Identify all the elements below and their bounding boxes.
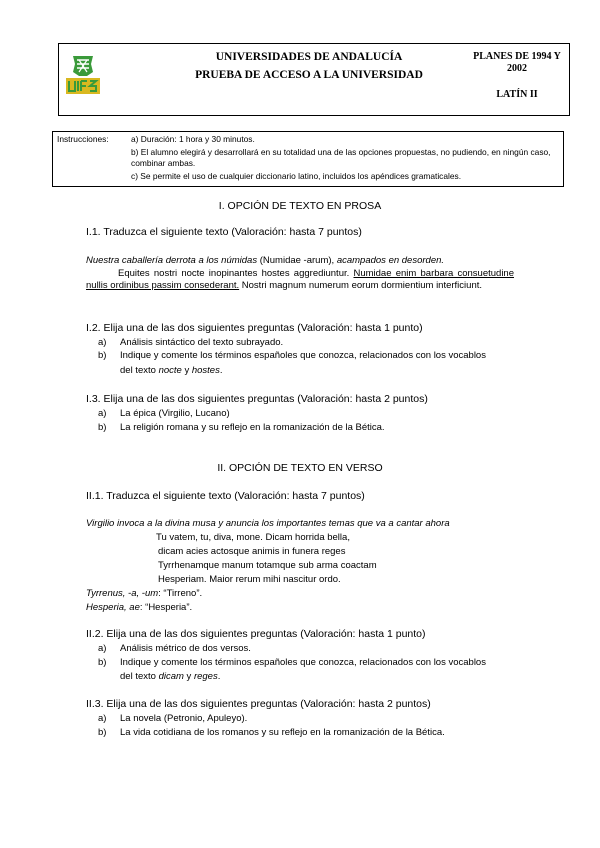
instruction-item: c) Se permite el uso de cualquier diccionario latino, incluidos los apéndices gramaticales.: [131, 171, 462, 181]
instruction-item: b) El alumno elegirá y desarrollará en su totalidad una de las opciones propuestas, no pudiendo, en ningún caso, combinar ambas.: [131, 147, 551, 168]
option1-q2-b: [98, 350, 514, 363]
item-label: b): [98, 422, 107, 433]
period: .: [219, 365, 223, 376]
latin-end: Nostri magnum numerum eorum dormientium interficiunt.: [239, 280, 483, 291]
item-text: Análisis métrico de dos versos.: [120, 643, 251, 654]
item-label: b): [98, 727, 107, 738]
option1-q3-heading: I.3. Elija una de las dos siguientes preguntas (Valoración: hasta 2 puntos): [86, 393, 428, 405]
vocab-word: dicam: [158, 671, 184, 682]
item-text: Indique y comente los términos españoles que conozca, relacionados con los vocablos: [120, 657, 486, 668]
option1-q2-a: [98, 337, 283, 350]
instructions-box: [52, 131, 564, 187]
plans-label: PLANES DE 1994 Y 2002: [473, 51, 561, 74]
option1-q1-heading: I.1. Traduzca el siguiente texto (Valoración: hasta 7 puntos): [86, 226, 362, 238]
item-label: a): [98, 408, 107, 419]
item-text: Indique y comente los términos españoles que conozca, relacionados con los vocablos: [120, 350, 486, 361]
item-text: La épica (Virgilio, Lucano): [120, 408, 230, 419]
verse-line: Hesperiam. Maior rerum mihi nascitur ordo.: [158, 574, 341, 585]
item-text: La religión romana y su reflejo en la romanización de la Bética.: [120, 422, 385, 433]
exam-name: PRUEBA DE ACCESO A LA UNIVERSIDAD: [195, 69, 423, 81]
exam-header: [58, 43, 570, 116]
item-label: b): [98, 350, 107, 361]
item-text: Análisis sintáctico del texto subrayado.: [120, 337, 284, 348]
item-label: b): [98, 657, 107, 668]
item-label: a): [98, 643, 107, 654]
option2-q2-b: [98, 657, 514, 670]
intro-plain: (Numidae -arum),: [257, 255, 337, 266]
intro-italic-2: acampados en desorden.: [336, 255, 445, 266]
vocab-note: [86, 588, 202, 601]
vocab-note: [86, 602, 192, 615]
item-label: a): [98, 337, 107, 348]
vocab-word: reges: [193, 671, 218, 682]
intro-italic-1: Nuestra caballería derrota a los númidas: [86, 255, 258, 266]
instruction-item: a) Duración: 1 hora y 30 minutos.: [131, 134, 255, 144]
conj: y: [181, 365, 192, 376]
item-text: del texto: [120, 671, 159, 682]
option2-q1-heading: II.1. Traduzca el siguiente texto (Valoración: hasta 7 puntos): [86, 490, 365, 502]
item-text: del texto: [120, 365, 159, 376]
note-definition: : “Hesperia”.: [139, 602, 193, 613]
option1-q3-a: [98, 408, 230, 421]
header-title: [149, 44, 469, 117]
period: .: [217, 671, 221, 682]
option2-q1-intro: Virgilio invoca a la divina musa y anuncia los importantes temas que va a cantar ahora: [86, 518, 450, 529]
option1-q1-text: [86, 255, 514, 293]
option2-q2-a: [98, 643, 251, 656]
option1-q2-heading: I.2. Elija una de las dos siguientes preguntas (Valoración: hasta 1 punto): [86, 322, 423, 334]
latin-start: Equites nostri nocte inopinantes hostes aggrediuntur.: [118, 267, 354, 279]
option2-title: II. OPCIÓN DE TEXTO EN VERSO: [217, 462, 383, 474]
option2-q2-heading: II.2. Elija una de las dos siguientes preguntas (Valoración: hasta 1 punto): [86, 628, 426, 640]
vocab-word: hostes: [191, 365, 220, 376]
verse-line: Tyrrhenamque manum totamque sub arma coactam: [158, 560, 377, 571]
subject-label: LATÍN II: [496, 89, 538, 100]
option2-q3-heading: II.3. Elija una de las dos siguientes preguntas (Valoración: hasta 2 puntos): [86, 698, 431, 710]
university-name: UNIVERSIDADES DE ANDALUCÍA: [215, 51, 403, 63]
university-logo-icon: [65, 54, 101, 96]
option1-q1-intro: [86, 255, 514, 268]
option2-q2-b-cont: [120, 671, 220, 684]
note-term: Hesperia, ae: [86, 602, 140, 613]
verse-line: dicam acies actosque animis in funera reges: [158, 546, 346, 557]
instructions-label: Instrucciones:: [57, 134, 109, 144]
item-label: a): [98, 713, 107, 724]
verse-line: Tu vatem, tu, diva, mone. Dicam horrida bella,: [156, 532, 350, 543]
note-definition: : “Tirreno”.: [158, 588, 203, 599]
conj: y: [183, 671, 194, 682]
latin-underlined: Numidae enim barbara consuetudine nullis ordinibus passim consederant.: [86, 267, 514, 291]
note-term: Tyrrenus, -a, -um: [86, 588, 159, 599]
option1-title: I. OPCIÓN DE TEXTO EN PROSA: [218, 200, 382, 212]
item-text: La novela (Petronio, Apuleyo).: [120, 713, 248, 724]
vocab-word: nocte: [158, 365, 182, 376]
option1-q3-b: [98, 422, 385, 435]
item-text: La vida cotidiana de los romanos y su reflejo en la romanización de la Bética.: [120, 727, 445, 738]
option2-q3-b: [98, 727, 445, 740]
option1-latin-text: [86, 268, 514, 293]
option2-q3-a: [98, 713, 247, 726]
option1-q2-b-cont: [120, 365, 222, 378]
instructions-list: [131, 134, 551, 184]
plans-column: [467, 51, 567, 101]
